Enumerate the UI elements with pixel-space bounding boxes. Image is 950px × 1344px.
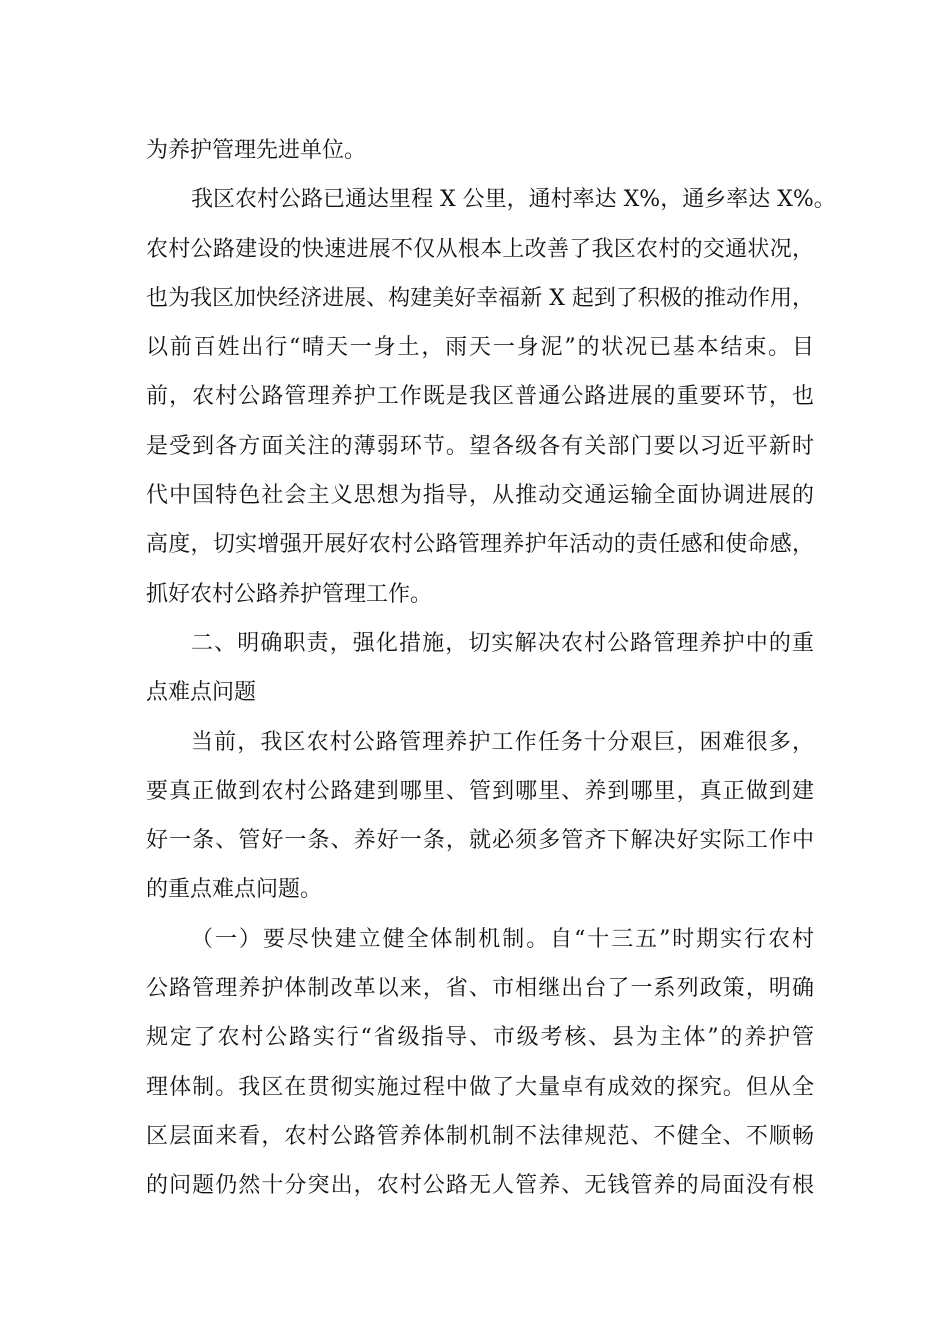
text-line: 要真正做到农村公路建到哪里、管到哪里、养到哪里，真正做到建: [146, 778, 814, 804]
text-line: 是受到各方面关注的薄弱环节。望各级各有关部门要以习近平新时: [146, 433, 814, 459]
text-line: 理体制。我区在贯彻实施过程中做了大量卓有成效的探究。但从全: [146, 1074, 814, 1100]
document-body: [146, 126, 836, 1211]
text-line: 为养护管理先进单位。: [146, 138, 367, 163]
text-line: 二、明确职责，强化措施，切实解决农村公路管理养护中的重: [191, 630, 814, 656]
text-line: （一）要尽快建立健全体制机制。自“十三五”时期实行农村: [191, 926, 814, 952]
text-line: 公路管理养护体制改革以来，省、市相继出台了一系列政策，明确: [146, 976, 814, 1002]
text-line: 点难点问题: [146, 680, 257, 706]
text-line: 高度，切实增强开展好农村公路管理养护年活动的责任感和使命感，: [146, 532, 814, 558]
text-line: 好一条、管好一条、养好一条，就必须多管齐下解决好实际工作中: [146, 828, 814, 854]
text-line: 抓好农村公路养护管理工作。: [146, 581, 433, 607]
text-line: 的重点难点问题。: [146, 877, 323, 903]
text-line: 也为我区加快经济进展、构建美好幸福新 X 起到了积极的推动作用，: [146, 285, 814, 311]
text-line: 区层面来看，农村公路管养体制机制不法律规范、不健全、不顺畅: [146, 1123, 814, 1149]
text-line: 代中国特色社会主义思想为指导，从推动交通运输全面协调进展的: [146, 483, 814, 509]
text-line: 前，农村公路管理养护工作既是我区普通公路进展的重要环节，也: [146, 384, 814, 410]
text-line: 农村公路建设的快速进展不仅从根本上改善了我区农村的交通状况，: [146, 236, 814, 262]
text-line: 的问题仍然十分突出，农村公路无人管养、无钱管养的局面没有根: [146, 1173, 814, 1199]
text-line: 当前，我区农村公路管理养护工作任务十分艰巨，困难很多，: [191, 729, 814, 755]
text-line: 以前百姓出行“晴天一身土，雨天一身泥”的状况已基本结束。目: [146, 335, 814, 361]
text-line: 规定了农村公路实行“省级指导、市级考核、县为主体”的养护管: [146, 1025, 814, 1051]
text-line: 我区农村公路已通达里程 X 公里，通村率达 X%，通乡率达 X%。: [191, 187, 836, 213]
